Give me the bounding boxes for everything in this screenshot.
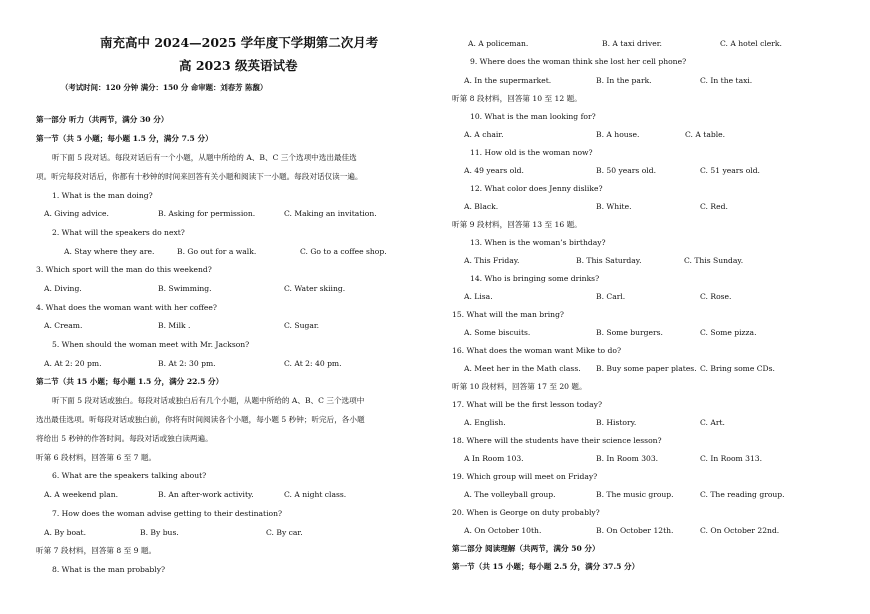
q9-option-c: C. In the taxi. (700, 76, 753, 85)
q6-option-c: C. A night class. (284, 490, 347, 499)
q3-option-b: B. Swimming. (158, 284, 212, 293)
q14-option-b: B. Carl. (596, 292, 626, 301)
q2-option-a: A. Stay where they are. (64, 247, 155, 256)
exam-title-line2: 高 2023 级英语试卷 (179, 58, 298, 73)
material-6-note: 听第 6 段材料，回答第 6 至 7 题。 (36, 453, 157, 462)
question-13: 13. When is the woman’s birthday? (470, 238, 606, 247)
question-10: 10. What is the man looking for? (470, 112, 596, 121)
q1-option-a: A. Giving advice. (44, 209, 109, 218)
q7-option-b: B. By bus. (140, 528, 179, 537)
q3-option-a: A. Diving. (44, 284, 82, 293)
q11-option-a: A. 49 years old. (464, 166, 524, 175)
question-4: 4. What does the woman want with her coffee? (36, 303, 217, 312)
q2-option-b: B. Go out for a walk. (177, 247, 257, 256)
question-16: 16. What does the woman want Mike to do? (452, 346, 622, 355)
q9-option-b: B. In the park. (596, 76, 652, 85)
material-7-note: 听第 7 段材料，回答第 8 至 9 题。 (36, 546, 157, 555)
section2-heading: 第二节（共 15 小题；每小题 1.5 分，满分 22.5 分） (36, 377, 224, 386)
q10-option-b: B. A house. (596, 130, 640, 139)
q2-option-c: C. Go to a coffee shop. (300, 247, 387, 256)
question-5: 5. When should the woman meet with Mr. Jackson? (52, 340, 250, 349)
q17-option-b: B. History. (596, 418, 637, 427)
q6-option-b: B. An after-work activity. (158, 490, 254, 499)
q20-option-a: A. On October 10th. (464, 526, 542, 535)
question-19: 19. Which group will meet on Friday? (452, 472, 598, 481)
question-11: 11. How old is the woman now? (470, 148, 593, 157)
q18-option-b: B. In Room 303. (596, 454, 659, 463)
question-2: 2. What will the speakers do next? (52, 228, 185, 237)
exam-info: （考试时间：120 分钟 满分：150 分 命审题：刘春芳 陈馥） (61, 83, 268, 92)
q4-option-a: A. Cream. (44, 321, 83, 330)
question-15: 15. What will the man bring? (452, 310, 565, 319)
q13-option-c: C. This Sunday. (684, 256, 744, 265)
q3-option-c: C. Water skiing. (284, 284, 346, 293)
exam-title-line1: 南充高中 2024—2025 学年度下学期第二次月考 (100, 35, 379, 50)
q10-option-a: A. A chair. (464, 130, 504, 139)
q19-option-a: A. The volleyball group. (464, 490, 556, 499)
q15-option-c: C. Some pizza. (700, 328, 757, 337)
q12-option-b: B. White. (596, 202, 632, 211)
q20-option-b: B. On October 12th. (596, 526, 674, 535)
instruction1-line1: 听下面 5 段对话。每段对话后有一个小题，从题中所给的 A、B、C 三个选项中选出最佳选 (52, 153, 357, 162)
instruction2-line2: 选出最佳选项。听每段对话或独白前，你将有时间阅读各个小题，每小题 5 秒钟；听完后，各小题 (36, 415, 365, 424)
instruction2-line1: 听下面 5 段对话或独白。每段对话或独白后有几个小题，从题中所给的 A、B、C 三个选项中 (52, 396, 365, 405)
q12-option-a: A. Black. (464, 202, 499, 211)
q20-option-c: C. On October 22nd. (700, 526, 780, 535)
question-6: 6. What are the speakers talking about? (52, 471, 207, 480)
question-18: 18. Where will the students have their science lesson? (452, 436, 662, 445)
q16-option-a: A. Meet her in the Math class. (464, 364, 581, 373)
question-17: 17. What will be the first lesson today? (452, 400, 603, 409)
q13-option-a: A. This Friday. (464, 256, 520, 265)
question-3: 3. Which sport will the man do this weekend? (36, 265, 212, 274)
part1-heading: 第一部分 听力（共两节，满分 30 分） (36, 115, 169, 124)
q4-option-c: C. Sugar. (284, 321, 320, 330)
q7-option-a: A. By boat. (44, 528, 87, 537)
q18-option-a: A In Room 103. (464, 454, 524, 463)
question-12: 12. What color does Jenny dislike? (470, 184, 603, 193)
q16-option-b: B. Buy some paper plates. (596, 364, 697, 373)
q11-option-c: C. 51 years old. (700, 166, 760, 175)
instruction2-line3: 将给出 5 秒钟的作答时间。每段对话或独白读两遍。 (36, 434, 213, 443)
material-9-note: 听第 9 段材料，回答第 13 至 16 题。 (452, 220, 582, 229)
q1-option-c: C. Making an invitation. (284, 209, 377, 218)
q10-option-c: C. A table. (685, 130, 726, 139)
q17-option-c: C. Art. (700, 418, 725, 427)
section1-heading: 第一节（共 5 小题；每小题 1.5 分，满分 7.5 分） (36, 134, 213, 143)
q6-option-a: A. A weekend plan. (44, 490, 119, 499)
q18-option-c: C. In Room 313. (700, 454, 763, 463)
q14-option-c: C. Rose. (700, 292, 732, 301)
q7-option-c: C. By car. (266, 528, 303, 537)
q14-option-a: A. Lisa. (464, 292, 493, 301)
question-14: 14. Who is bringing some drinks? (470, 274, 600, 283)
q17-option-a: A. English. (464, 418, 506, 427)
q19-option-c: C. The reading group. (700, 490, 785, 499)
material-10-note: 听第 10 段材料，回答第 17 至 20 题。 (452, 382, 587, 391)
q8-option-b: B. A taxi driver. (602, 39, 662, 48)
q8-option-a: A. A policeman. (468, 39, 529, 48)
question-7: 7. How does the woman advise getting to their destination? (52, 509, 283, 518)
q13-option-b: B. This Saturday. (576, 256, 642, 265)
question-1: 1. What is the man doing? (52, 191, 153, 200)
question-9: 9. Where does the woman think she lost her cell phone? (470, 57, 687, 66)
q11-option-b: B. 50 years old. (596, 166, 657, 175)
q16-option-c: C. Bring some CDs. (700, 364, 775, 373)
q15-option-a: A. Some biscuits. (464, 328, 531, 337)
q12-option-c: C. Red. (700, 202, 728, 211)
q15-option-b: B. Some burgers. (596, 328, 663, 337)
q5-option-c: C. At 2: 40 pm. (284, 359, 342, 368)
q5-option-a: A. At 2: 20 pm. (44, 359, 102, 368)
q5-option-b: B. At 2: 30 pm. (158, 359, 216, 368)
question-20: 20. When is George on duty probably? (452, 508, 600, 517)
part2-heading: 第二部分 阅读理解（共两节，满分 50 分） (452, 544, 600, 553)
q1-option-b: B. Asking for permission. (158, 209, 256, 218)
q8-option-c: C. A hotel clerk. (720, 39, 782, 48)
q9-option-a: A. In the supermarket. (464, 76, 552, 85)
question-8: 8. What is the man probably? (52, 565, 166, 574)
material-8-note: 听第 8 段材料，回答第 10 至 12 题。 (452, 94, 582, 103)
q19-option-b: B. The music group. (596, 490, 674, 499)
instruction1-line2: 项。听完每段对话后，你都有十秒钟的时间来回答有关小题和阅读下一小题。每段对话仅读一遍。 (36, 172, 363, 181)
section3-heading: 第一节（共 15 小题；每小题 2.5 分，满分 37.5 分） (452, 562, 640, 571)
q4-option-b: B. Milk . (158, 321, 191, 330)
